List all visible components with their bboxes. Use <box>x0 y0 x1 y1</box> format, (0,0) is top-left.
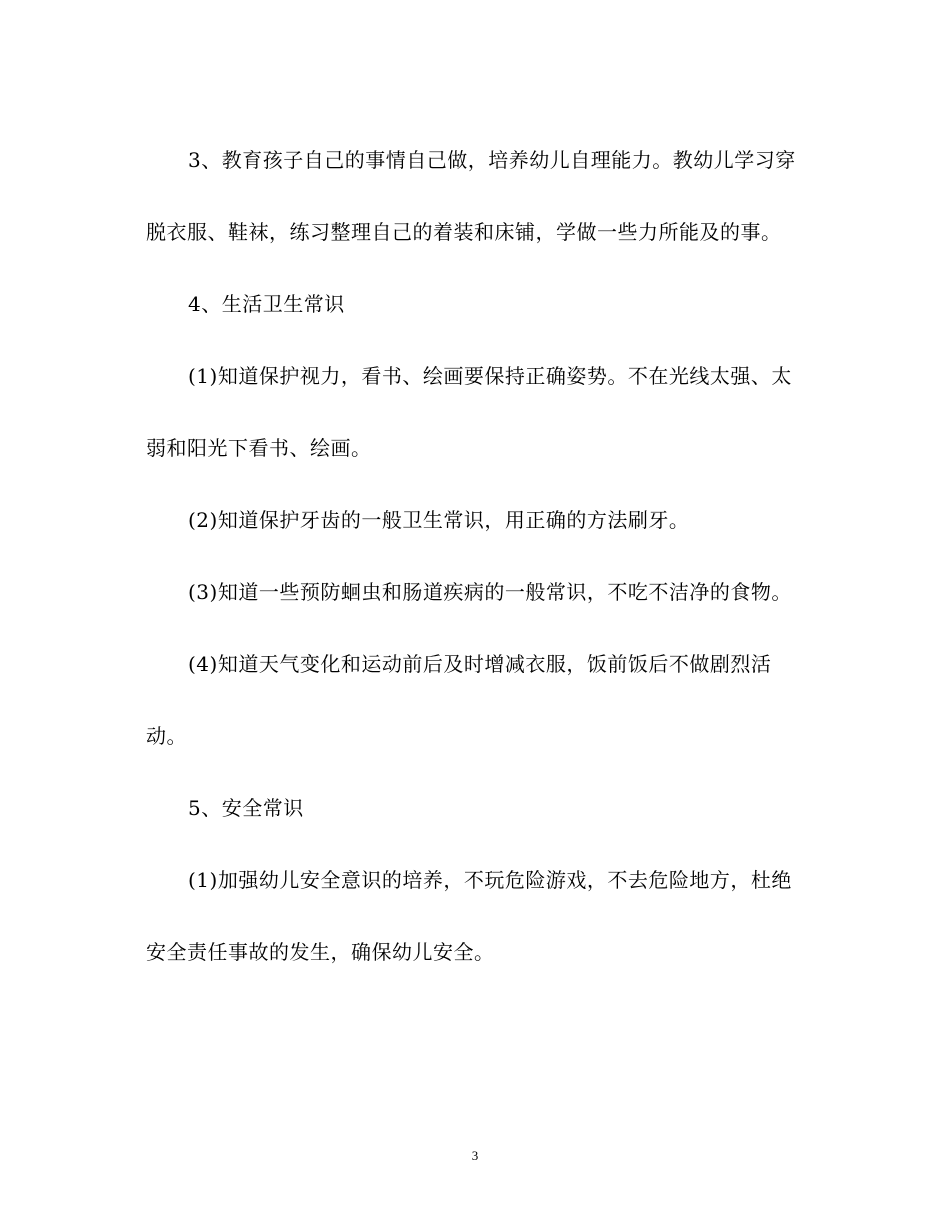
paragraph-eyesight: (1)知道保护视力，看书、绘画要保持正确姿势。不在光线太强、太弱和阳光下看书、绘画。 <box>146 364 792 460</box>
heading-safety-knowledge: 5、安全常识 <box>188 796 304 820</box>
paragraph-self-care: 3、教育孩子自己的事情自己做，培养幼儿自理能力。教幼儿学习穿脱衣服、鞋袜，练习整理自己的着装和床铺，学做一些力所能及的事。 <box>146 148 796 244</box>
document-body <box>146 124 806 988</box>
paragraph-safety-awareness: (1)加强幼儿安全意识的培养，不玩危险游戏，不去危险地方，杜绝安全责任事故的发生，确保幼儿安全。 <box>146 868 792 964</box>
paragraph-weather-clothing: (4)知道天气变化和运动前后及时增减衣服，饭前饭后不做剧烈活动。 <box>146 652 772 748</box>
paragraph-teeth: (2)知道保护牙齿的一般卫生常识，用正确的方法刷牙。 <box>188 508 690 532</box>
page-number: 3 <box>471 1148 479 1163</box>
paragraph-disease-prevention: (3)知道一些预防蛔虫和肠道疾病的一般常识，不吃不洁净的食物。 <box>188 580 792 604</box>
heading-hygiene-knowledge: 4、生活卫生常识 <box>188 292 345 316</box>
